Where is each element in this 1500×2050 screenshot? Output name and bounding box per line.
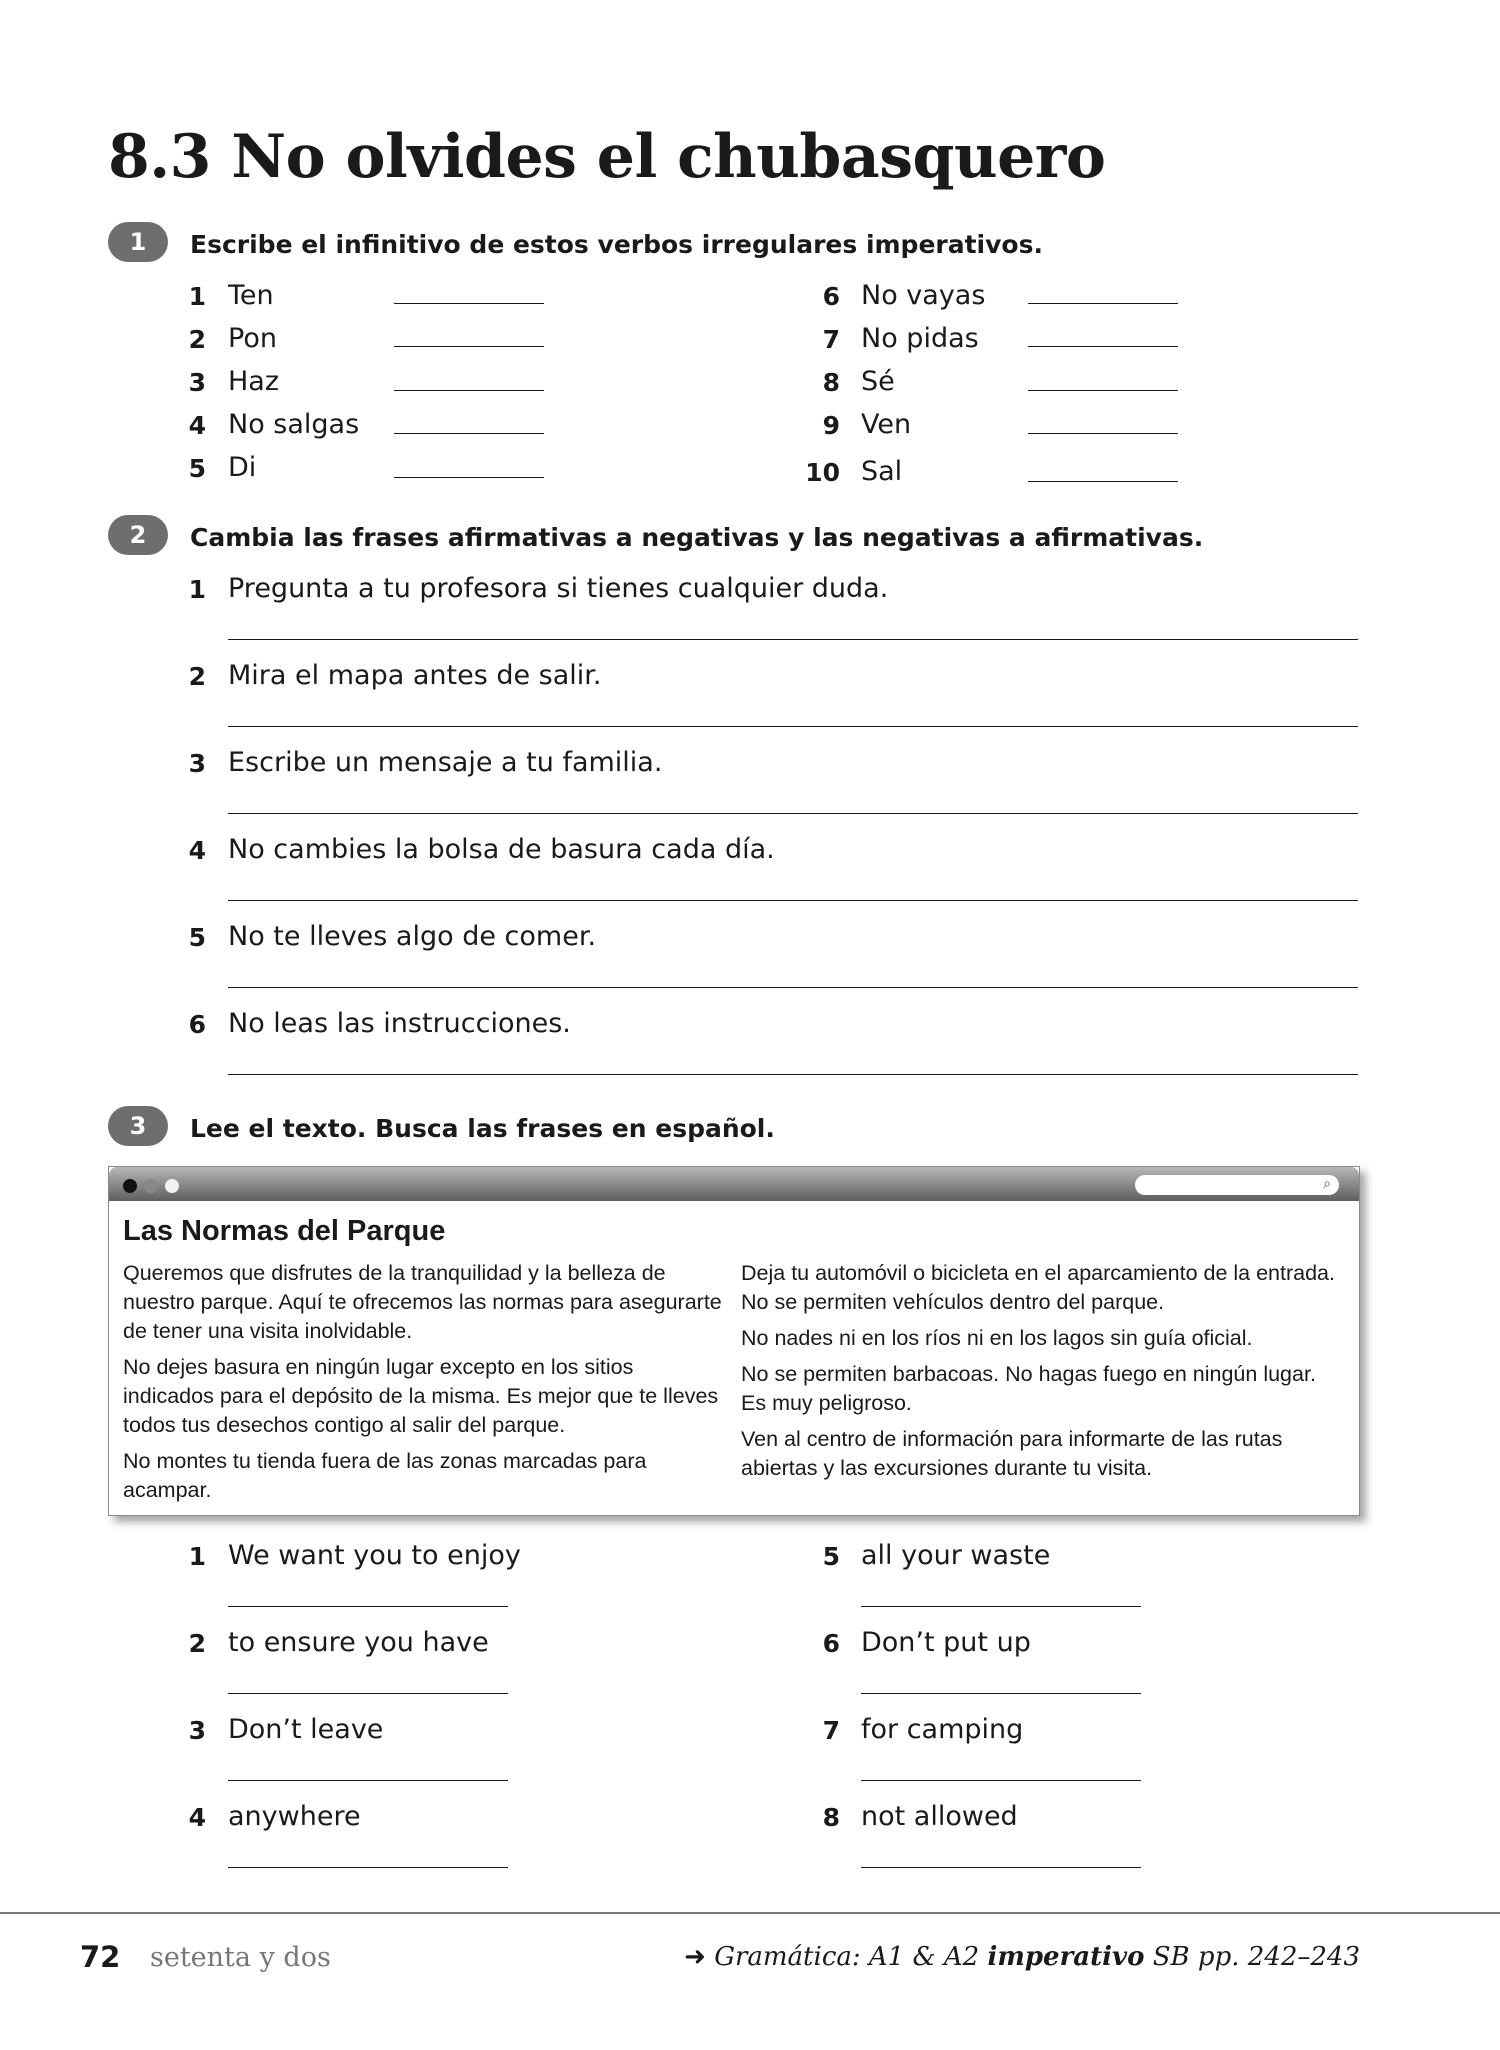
grammar-reference-pages: SB pp. 242–243 (1144, 1942, 1360, 1972)
ex2-item-sentence: No cambies la bolsa de basura cada día. (228, 834, 775, 865)
exercise-1-badge: 1 (108, 222, 168, 262)
grammar-reference-prefix: Gramática: A1 & A2 (714, 1942, 988, 1972)
ex3-item-phrase: We want you to enjoy (228, 1540, 521, 1571)
ex1-item-verb: Di (228, 452, 257, 483)
ex1-item-number: 2 (188, 325, 206, 354)
ex1-item-number: 10 (805, 458, 840, 487)
ex1-item-verb: Ven (861, 409, 912, 440)
exercise-3-badge: 3 (108, 1106, 168, 1146)
ex1-answer-blank[interactable] (394, 303, 544, 304)
ex1-item-number: 9 (822, 411, 840, 440)
ex2-item-number: 1 (188, 575, 206, 604)
ex2-answer-line[interactable] (228, 639, 1358, 640)
ex3-item-phrase: all your waste (861, 1540, 1051, 1571)
ex1-answer-blank[interactable] (1028, 433, 1178, 434)
window-dot-icon (144, 1179, 158, 1193)
arrow-icon: ➜ (684, 1942, 706, 1972)
ex3-item-phrase: not allowed (861, 1801, 1018, 1832)
search-input[interactable] (1135, 1175, 1339, 1195)
ex1-item-number: 8 (822, 368, 840, 397)
ex1-item-number: 3 (188, 368, 206, 397)
ex3-answer-line[interactable] (861, 1780, 1141, 1781)
ex2-answer-line[interactable] (228, 726, 1358, 727)
webpage-left-column (123, 1259, 723, 1512)
ex3-answer-line[interactable] (861, 1867, 1141, 1868)
ex3-item-number: 1 (188, 1542, 206, 1571)
ex1-item-number: 4 (188, 411, 206, 440)
webpage-paragraph: Deja tu automóvil o bicicleta en el aparcamiento de la entrada. No se permiten vehículos dentro del parque. (741, 1261, 1335, 1314)
ex1-item-verb: Pon (228, 323, 277, 354)
ex2-item-number: 2 (188, 662, 206, 691)
ex1-answer-blank[interactable] (394, 477, 544, 478)
webpage-paragraph: No dejes basura en ningún lugar excepto en los sitios indicados para el depósito de la misma. Es mejor que te lleves todos tus desechos contigo al salir del parque. (123, 1355, 719, 1437)
ex2-item-sentence: No leas las instrucciones. (228, 1008, 571, 1039)
window-dot-icon (123, 1179, 137, 1193)
ex1-item-number: 7 (822, 325, 840, 354)
grammar-reference-topic: imperativo (987, 1942, 1145, 1972)
footer-divider (0, 1912, 1500, 1914)
ex1-answer-blank[interactable] (394, 346, 544, 347)
ex2-item-sentence: Mira el mapa antes de salir. (228, 660, 602, 691)
ex3-answer-line[interactable] (861, 1693, 1141, 1694)
ex3-answer-line[interactable] (228, 1693, 508, 1694)
search-icon[interactable]: ⌕ (1323, 1176, 1331, 1192)
ex3-item-number: 3 (188, 1716, 206, 1745)
ex2-answer-line[interactable] (228, 900, 1358, 901)
ex1-answer-blank[interactable] (394, 390, 544, 391)
ex1-item-verb: No pidas (861, 323, 979, 354)
ex1-item-verb: Sal (861, 456, 903, 487)
ex3-answer-line[interactable] (228, 1606, 508, 1607)
ex2-item-number: 4 (188, 836, 206, 865)
ex3-item-phrase: to ensure you have (228, 1627, 489, 1658)
ex1-answer-blank[interactable] (394, 433, 544, 434)
exercise-1-instruction: Escribe el infinitivo de estos verbos irregulares imperativos. (190, 230, 1043, 259)
ex1-answer-blank[interactable] (1028, 303, 1178, 304)
ex1-item-verb: Haz (228, 366, 280, 397)
ex1-item-verb: Sé (861, 366, 895, 397)
exercise-2-badge: 2 (108, 515, 168, 555)
webpage-title: Las Normas del Parque (123, 1215, 446, 1247)
ex1-answer-blank[interactable] (1028, 481, 1178, 482)
ex3-answer-line[interactable] (861, 1606, 1141, 1607)
ex3-item-number: 6 (822, 1629, 840, 1658)
ex3-item-phrase: for camping (861, 1714, 1024, 1745)
browser-toolbar (109, 1167, 1359, 1201)
ex2-answer-line[interactable] (228, 1074, 1358, 1075)
ex2-item-number: 3 (188, 749, 206, 778)
webpage-paragraph: No se permiten barbacoas. No hagas fuego en ningún lugar. Es muy peligroso. (741, 1362, 1316, 1415)
ex1-item-number: 5 (188, 454, 206, 483)
webpage-paragraph: No montes tu tienda fuera de las zonas marcadas para acampar. (123, 1449, 647, 1502)
ex3-item-number: 7 (822, 1716, 840, 1745)
grammar-reference (684, 1942, 1360, 1972)
ex3-item-number: 2 (188, 1629, 206, 1658)
page-number: 72 (80, 1940, 121, 1974)
ex3-item-phrase: Don’t put up (861, 1627, 1031, 1658)
ex1-item-verb: No salgas (228, 409, 360, 440)
ex1-item-verb: Ten (228, 280, 274, 311)
webpage-paragraph: Queremos que disfrutes de la tranquilidad y la belleza de nuestro parque. Aquí te ofrecemos las normas para asegurarte de tener una visita inolvidable. (123, 1261, 722, 1343)
ex2-answer-line[interactable] (228, 813, 1358, 814)
exercise-2-instruction: Cambia las frases afirmativas a negativas y las negativas a afirmativas. (190, 523, 1204, 552)
ex3-answer-line[interactable] (228, 1780, 508, 1781)
ex2-answer-line[interactable] (228, 987, 1358, 988)
ex2-item-number: 6 (188, 1010, 206, 1039)
webpage-paragraph: Ven al centro de información para informarte de las rutas abiertas y las excursiones durante tu visita. (741, 1427, 1283, 1480)
ex2-item-number: 5 (188, 923, 206, 952)
ex1-answer-blank[interactable] (1028, 390, 1178, 391)
ex2-item-sentence: Escribe un mensaje a tu familia. (228, 747, 663, 778)
webpage-right-column (741, 1259, 1341, 1490)
page-number-words: setenta y dos (150, 1942, 331, 1973)
ex2-item-sentence: No te lleves algo de comer. (228, 921, 597, 952)
page-title: 8.3 No olvides el chubasquero (108, 122, 1106, 192)
ex1-item-number: 1 (188, 282, 206, 311)
ex3-item-number: 5 (822, 1542, 840, 1571)
ex3-item-phrase: Don’t leave (228, 1714, 384, 1745)
ex1-item-number: 6 (822, 282, 840, 311)
webpage-paragraph: No nades ni en los ríos ni en los lagos sin guía oficial. (741, 1326, 1253, 1350)
ex3-answer-line[interactable] (228, 1867, 508, 1868)
ex1-item-verb: No vayas (861, 280, 986, 311)
exercise-3-instruction: Lee el texto. Busca las frases en español. (190, 1114, 775, 1143)
ex1-answer-blank[interactable] (1028, 346, 1178, 347)
ex3-item-number: 8 (822, 1803, 840, 1832)
ex3-item-phrase: anywhere (228, 1801, 361, 1832)
park-rules-webpage (108, 1166, 1360, 1516)
ex2-item-sentence: Pregunta a tu profesora si tienes cualquier duda. (228, 573, 889, 604)
window-dot-icon (165, 1179, 179, 1193)
ex3-item-number: 4 (188, 1803, 206, 1832)
